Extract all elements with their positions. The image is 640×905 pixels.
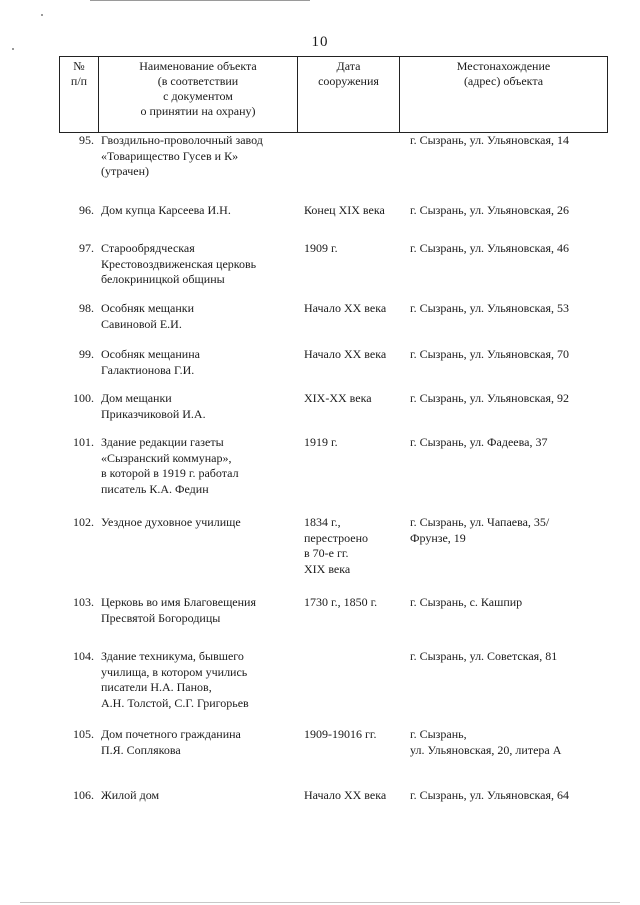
table-header [59,56,608,133]
row-name: Гвоздильно-проволочный завод «Товарищество Гусев и К» (утрачен) [101,133,263,178]
table-row [59,203,608,219]
table-row [59,391,608,422]
row-date: XIX-XX века [304,391,372,405]
row-num: 106. [73,788,94,802]
page-number: 10 [311,34,329,50]
row-date: 1919 г. [304,435,338,449]
row-date [297,133,399,180]
row-name: Здание техникума, бывшего училища, в котором учились писатели Н.А. Панов, А.Н. Толстой, С.Г. Григорьев [101,649,249,710]
row-num: 95. [79,133,94,147]
row-location: г. Сызрань, ул. Ульяновская, 70 [410,347,570,361]
row-name: Дом купца Карсеева И.Н. [101,203,231,217]
row-num: 99. [79,347,94,361]
row-date: 1909 г. [304,241,338,255]
row-location: г. Сызрань, ул. Ульяновская, 64 [410,788,570,802]
row-name: Дом почетного гражданина П.Я. Соплякова [101,727,241,757]
row-name: Здание редакции газеты «Сызранский коммунар», в которой в 1919 г. работал писатель К.А. Федин [101,435,239,496]
row-location: г. Сызрань, ул. Фадеева, 37 [410,435,548,449]
table-row [59,301,608,332]
row-name: Дом мещанки Приказчиковой И.А. [101,391,206,421]
header-name: Наименование объекта (в соответствии с документом о принятии на охрану) [98,57,297,132]
row-name: Церковь во имя Благовещения Пресвятой Богородицы [101,595,256,625]
table-row [59,727,608,758]
row-num: 103. [73,595,94,609]
row-name: Уездное духовное училище [101,515,241,529]
row-date [297,649,399,711]
row-num: 97. [79,241,94,255]
row-location: г. Сызрань, с. Кашпир [410,595,523,609]
row-date: Конец XIX века [304,203,385,217]
row-num: 104. [73,649,94,663]
scan-mark-bottom [20,902,620,903]
scan-mark-top [90,0,310,1]
monuments-table [59,56,608,802]
table-row [59,595,608,626]
header-date: Дата сооружения [297,57,399,132]
row-name: Жилой дом [101,788,160,802]
row-location: г. Сызрань, ул. Чапаева, 35/ Фрунзе, 19 [410,515,550,545]
row-location: г. Сызрань, ул. Ульяновская, 92 [410,391,570,405]
header-location: Местонахождение (адрес) объекта [399,57,608,132]
row-num: 96. [79,203,94,217]
row-num: 98. [79,301,94,315]
table-row [59,515,608,577]
row-name: Особняк мещанки Савиновой Е.И. [101,301,195,331]
row-name: Особняк мещанина Галактионова Г.И. [101,347,200,377]
row-num: 101. [73,435,94,449]
table-row [59,241,608,288]
row-date: 1834 г., перестроено в 70-е гг. XIX века [304,515,368,576]
table-row [59,133,608,180]
row-location: г. Сызрань, ул. Ульяновская, 26 [410,203,570,217]
row-location: г. Сызрань, ул. Советская, 81 [410,649,558,663]
row-num: 100. [73,391,94,405]
row-date: 1909-19016 гг. [304,727,377,741]
scan-mark-dot [41,14,43,16]
table-row [59,435,608,497]
row-date: Начало XX века [304,788,387,802]
row-name: Старообрядческая Крестовоздвиженская церковь белокриницкой общины [101,241,257,286]
row-date: Начало XX века [304,347,387,361]
row-location: г. Сызрань, ул. Ульяновская, 53 [410,301,570,315]
table-row [59,649,608,711]
table-row [59,788,608,804]
table-row [59,347,608,378]
row-date: 1730 г., 1850 г. [304,595,378,609]
row-location: г. Сызрань, ул. Ульяновская, 14 [410,133,570,147]
row-location: г. Сызрань, ул. Ульяновская, 46 [410,241,570,255]
row-num: 102. [73,515,94,529]
row-num: 105. [73,727,94,741]
row-location: г. Сызрань, ул. Ульяновская, 20, литера А [410,727,562,757]
header-num: № п/п [59,57,98,132]
row-date: Начало XX века [304,301,387,315]
